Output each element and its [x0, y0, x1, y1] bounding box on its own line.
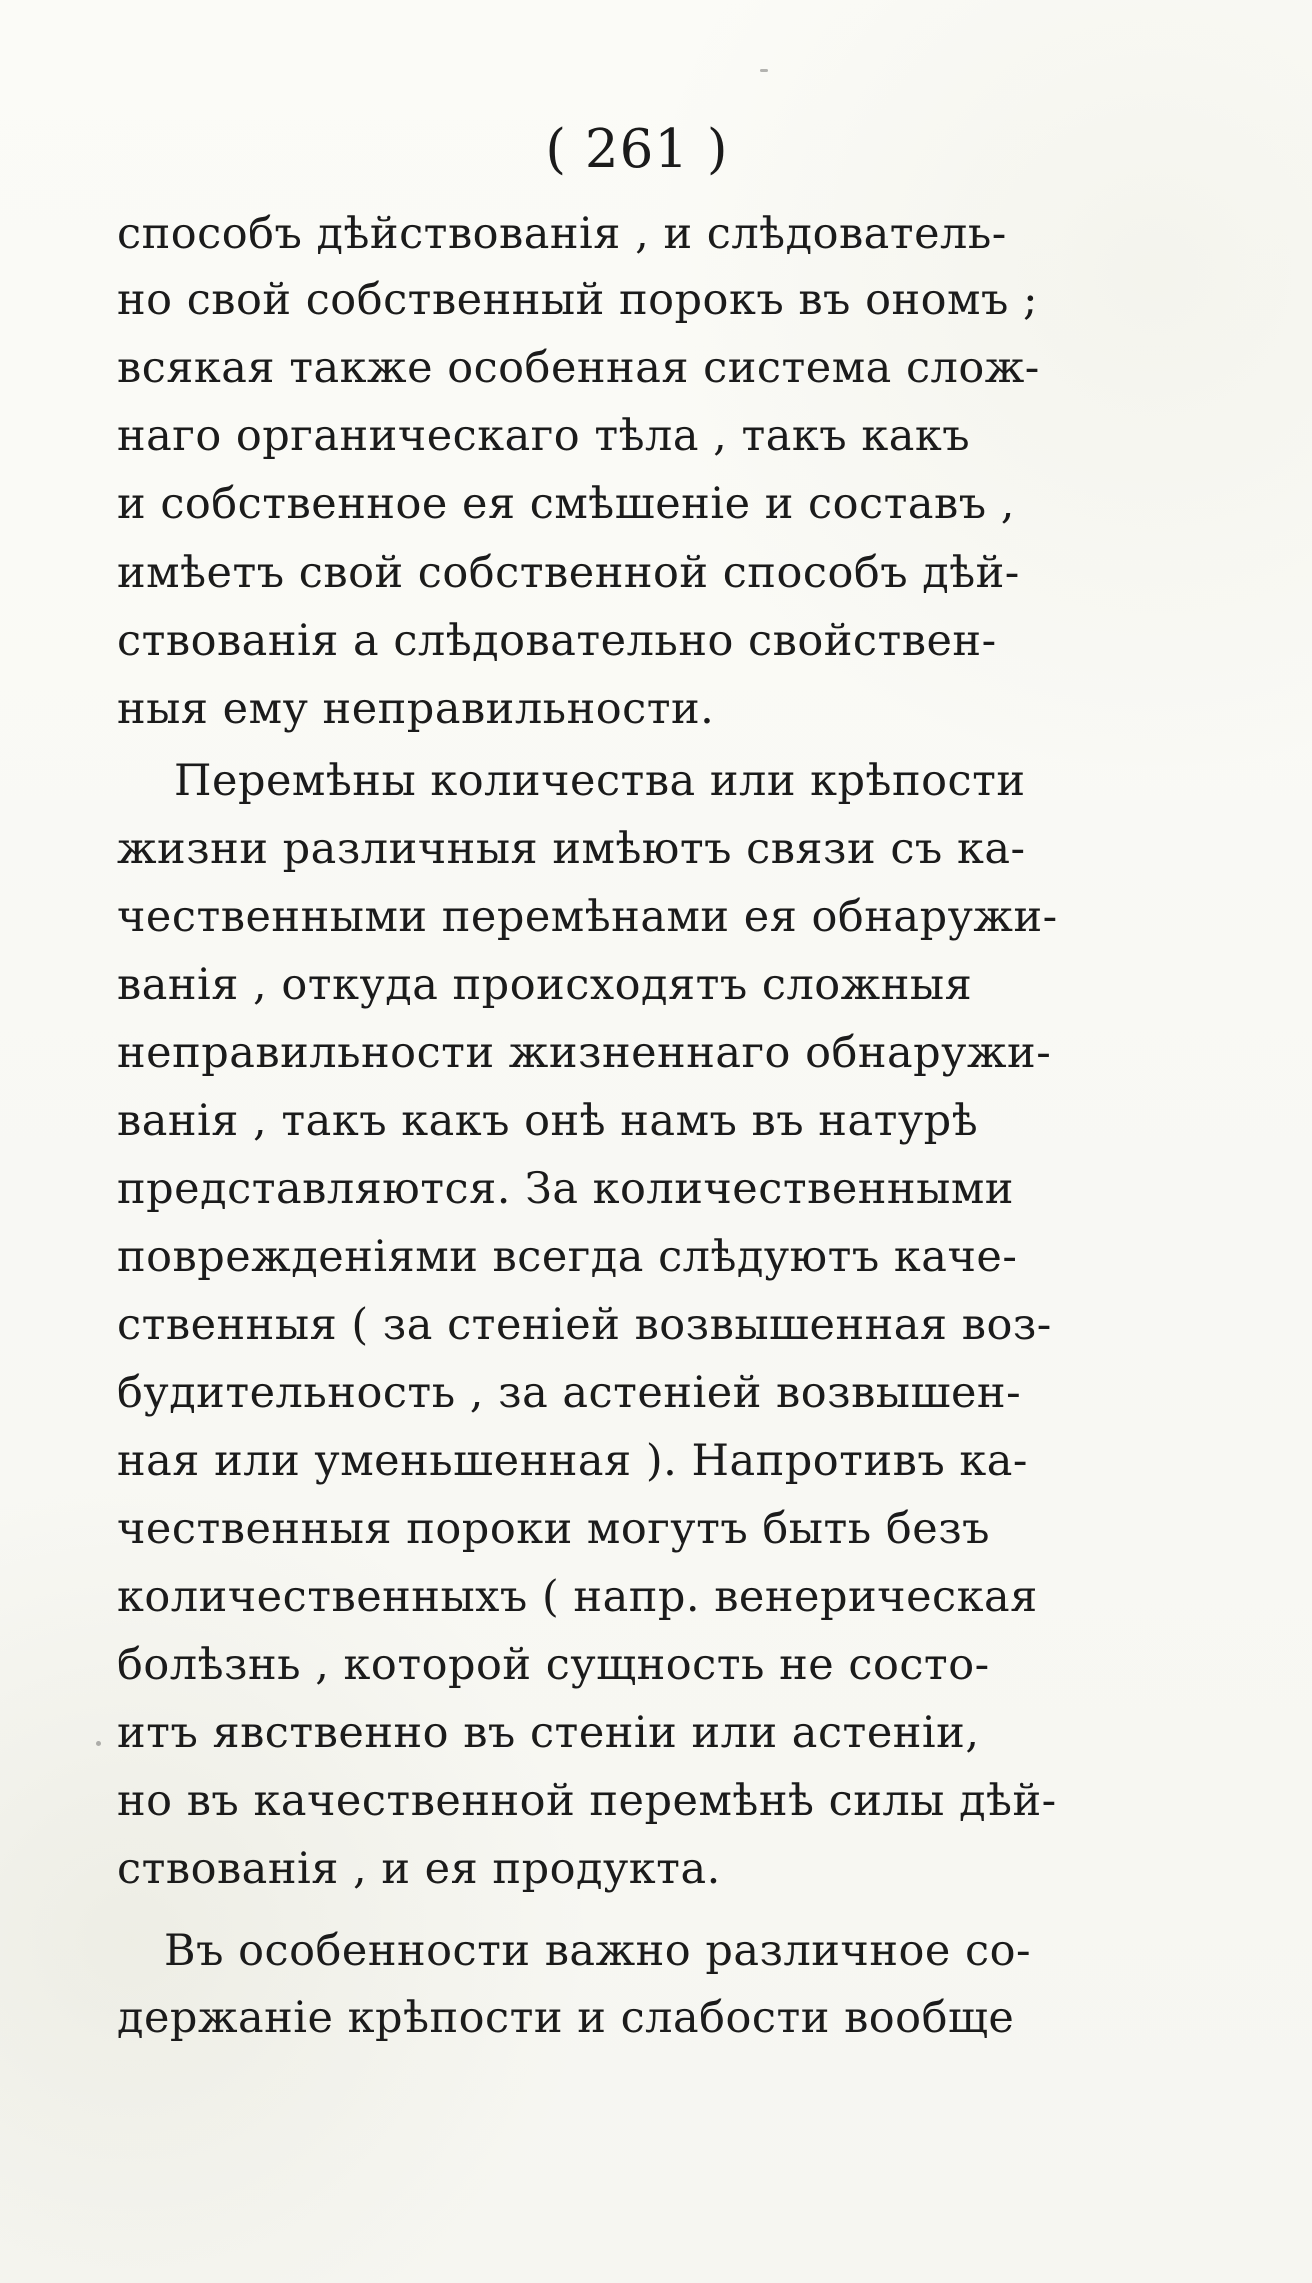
- text-line-13: неправильности жизненнаго обнаружи-: [117, 1028, 1052, 1078]
- text-line-15: представляются. За количественными: [117, 1164, 1014, 1214]
- text-line-3: всякая также особенная система слож-: [117, 343, 1040, 393]
- page-number: ( 261 ): [545, 119, 729, 180]
- text-line-23: итъ явственно въ стеніи или астеніи,: [117, 1708, 980, 1758]
- text-line-8: ныя ему неправильности.: [117, 684, 715, 734]
- text-line-12: ванія , откуда происходятъ сложныя: [117, 960, 973, 1010]
- text-line-14: ванія , такъ какъ онѣ намъ въ натурѣ: [117, 1096, 979, 1146]
- paragraph-2-line-1: Перемѣны количества или крѣпости: [174, 756, 1026, 806]
- text-line-22: болѣзнь , которой сущность не состо-: [117, 1640, 990, 1690]
- text-line-4: наго органическаго тѣла , такъ какъ: [117, 411, 971, 461]
- text-line-25: ствованія , и ея продукта.: [117, 1844, 721, 1894]
- scan-speck: [96, 1741, 101, 1746]
- text-line-10: жизни различныя имѣютъ связи съ ка-: [117, 824, 1026, 874]
- text-line-17: ственныя ( за стеніей возвышенная воз-: [117, 1300, 1052, 1350]
- text-line-7: ствованія а слѣдовательно свойствен-: [117, 616, 997, 666]
- text-line-16: поврежденіями всегда слѣдуютъ каче-: [117, 1232, 1018, 1282]
- text-line-2: но свой собственный порокъ въ ономъ ;: [117, 275, 1038, 325]
- text-line-11: чественными перемѣнами ея обнаружи-: [117, 892, 1058, 942]
- scan-speck: [760, 69, 768, 72]
- text-line-19: ная или уменьшенная ). Напротивъ ка-: [117, 1436, 1028, 1486]
- text-line-6: имѣетъ свой собственной способъ дѣй-: [117, 548, 1020, 598]
- text-line-1: способъ дѣйствованія , и слѣдователь-: [117, 209, 1007, 259]
- text-line-18: будительность , за астеніей возвышен-: [117, 1368, 1022, 1418]
- text-line-20: чественныя пороки могутъ быть безъ: [117, 1504, 991, 1554]
- text-line-24: но въ качественной перемѣнѣ силы дѣй-: [117, 1776, 1057, 1826]
- text-line-5: и собственное ея смѣшеніе и составъ ,: [117, 479, 1015, 529]
- text-line-21: количественныхъ ( напр. венерическая: [117, 1572, 1038, 1622]
- paragraph-3-line-1: Въ особенности важно различное со-: [164, 1926, 1032, 1976]
- text-line-27: держаніе крѣпости и слабости вообще: [117, 1993, 1015, 2043]
